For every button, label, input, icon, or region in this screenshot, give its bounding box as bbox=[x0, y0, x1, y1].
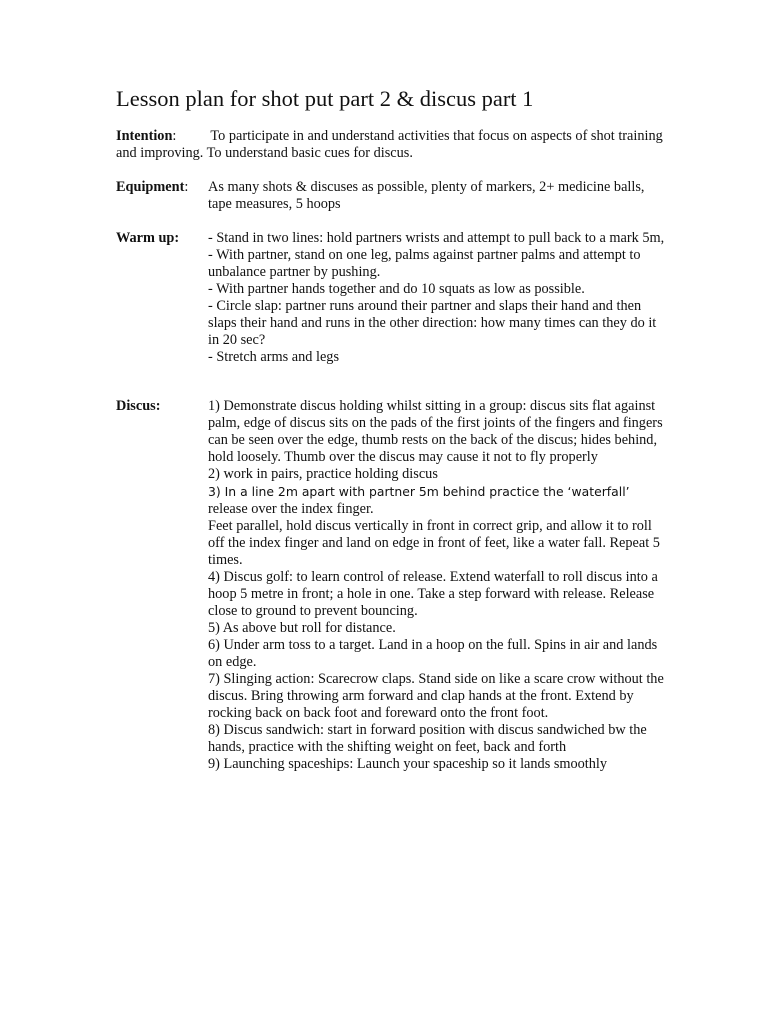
discus-step-6: 6) Under arm toss to a target. Land in a hoop on the full. Spins in air and lands on edge. bbox=[208, 637, 658, 670]
intention-colon: : bbox=[172, 128, 177, 144]
intention-text: To participate in and understand activities that focus on aspects of shot training and improving. To understand basic cues for discus. bbox=[116, 128, 663, 161]
warmup-item: - With partner, stand on one leg, palms against partner palms and attempt to unbalance partner by pushing. bbox=[208, 247, 641, 280]
discus-step-3-release: release over the index finger. bbox=[208, 501, 374, 517]
warmup-item: - Stretch arms and legs bbox=[208, 349, 340, 365]
discus-step-9: 9) Launching spaceships: Launch your spaceship so it lands smoothly bbox=[208, 756, 608, 772]
page-title: Lesson plan for shot put part 2 & discus part 1 bbox=[116, 86, 534, 111]
intention-label: Intention bbox=[116, 128, 173, 144]
warmup-item: - Stand in two lines: hold partners wrists and attempt to pull back to a mark 5m, bbox=[208, 230, 665, 246]
warmup-list bbox=[208, 230, 668, 366]
intention-section bbox=[116, 128, 666, 162]
discus-label: Discus: bbox=[116, 398, 161, 414]
discus-step-8: 8) Discus sandwich: start in forward position with discus sandwiched bw the hands, practice with the shifting weight on feet, back and forth bbox=[208, 722, 647, 755]
equipment-text: As many shots & discuses as possible, plenty of markers, 2+ medicine balls, tape measures, 5 hoops bbox=[208, 179, 645, 212]
discus-step-4: 4) Discus golf: to learn control of release. Extend waterfall to roll discus into a hoop 5 metre in front; a hole in one. Take a step forward with release. Release close to ground to prevent bouncing. bbox=[208, 569, 658, 619]
warmup-item: - With partner hands together and do 10 squats as low as possible. bbox=[208, 281, 585, 297]
equipment-label: Equipment bbox=[116, 179, 185, 195]
discus-step-3-intro: 3) In a line 2m apart with partner 5m behind practice the ‘waterfall’ bbox=[208, 484, 630, 499]
discus-step-2: 2) work in pairs, practice holding discus bbox=[208, 466, 438, 482]
discus-step-3 bbox=[208, 483, 668, 569]
discus-steps bbox=[208, 398, 668, 773]
warmup-label: Warm up: bbox=[116, 230, 180, 246]
warmup-item: - Circle slap: partner runs around their partner and slaps their hand and then slaps their hand and runs in the other direction: how many times can they do it in 20 sec? bbox=[208, 298, 657, 348]
discus-step-7: 7) Slinging action: Scarecrow claps. Stand side on like a scare crow without the discus. Bring throwing arm forward and clap hands at the front. Extend by rocking back on back foot and foreward onto the front foot. bbox=[208, 671, 664, 721]
discus-step-3-detail: Feet parallel, hold discus vertically in front in correct grip, and allow it to roll off the index finger and land on edge in front of feet, like a water fall. Repeat 5 times. bbox=[208, 518, 660, 568]
discus-step-1: 1) Demonstrate discus holding whilst sitting in a group: discus sits flat against palm, edge of discus sits on the pads of the first joints of the fingers and fingers can be seen over the edge, thumb rests on the back of the discus; hides behind, hold loosely. Thumb over the discus may cause it not to fly properly bbox=[208, 398, 663, 465]
discus-step-5: 5) As above but roll for distance. bbox=[208, 620, 396, 636]
equipment-colon: : bbox=[184, 179, 189, 195]
